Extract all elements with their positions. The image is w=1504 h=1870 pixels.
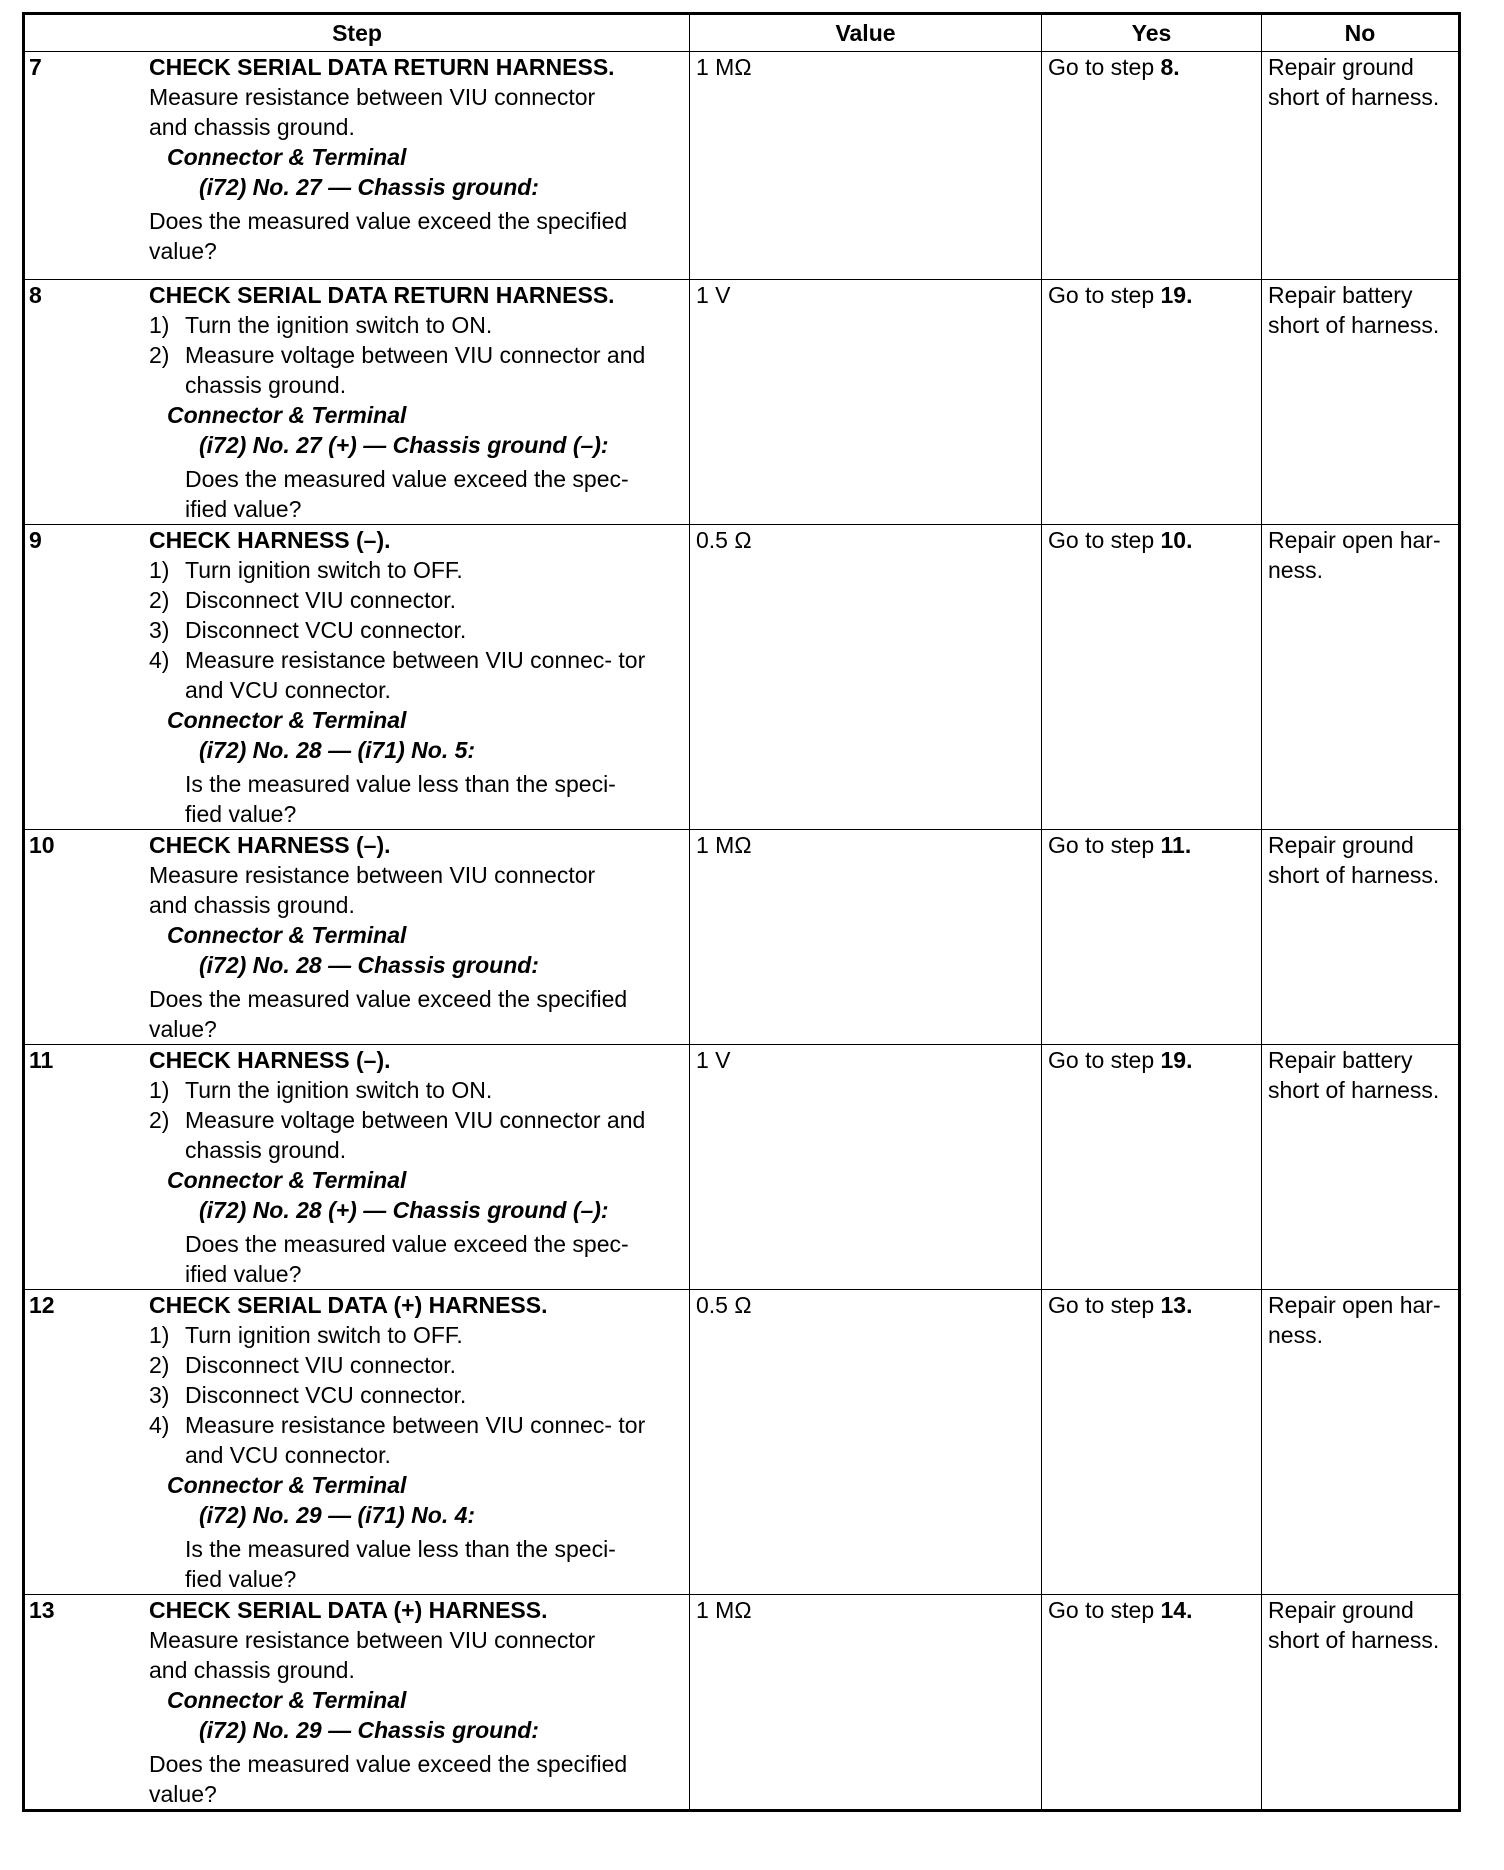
step-question [149,984,683,1044]
step-question [149,206,683,266]
procedure-step-text: Measure voltage between VIU connector and chassis ground. [185,342,646,398]
question-line: Is the measured value less than the speci- [185,771,616,797]
procedure-step [149,1380,683,1410]
step-title: CHECK SERIAL DATA (+) HARNESS. [149,1597,548,1623]
connector-terminal-label: Connector & Terminal [167,402,407,428]
procedure-step-text: Disconnect VCU connector. [185,1382,467,1408]
yes-prefix: Go to step [1048,1047,1161,1073]
step-number: 8 [29,282,42,308]
procedure-step-text: Measure resistance between VIU connec- tor and VCU connector. [185,1412,646,1468]
step-title: CHECK SERIAL DATA RETURN HARNESS. [149,54,615,80]
table-row [24,1045,1460,1290]
connector-terminal-value: (i72) No. 27 (+) — Chassis ground (–): [199,432,609,458]
question-line: value? [149,1781,217,1807]
question-line: Does the measured value exceed the spec- [185,1231,629,1257]
header-yes: Yes [1042,14,1262,52]
step-text-line: and chassis ground. [149,892,355,918]
procedure-step [149,1320,683,1350]
yes-step-ref: 13. [1160,1292,1193,1318]
yes-cell [1042,1290,1262,1595]
procedure-step [149,1105,683,1165]
yes-step-ref: 8. [1160,54,1180,80]
no-action-line: short of harness. [1268,1627,1440,1653]
diagnostic-table [22,12,1461,1812]
no-action-line: Repair battery [1268,282,1413,308]
yes-prefix: Go to step [1048,1292,1161,1318]
yes-step-ref: 11. [1160,832,1192,858]
yes-prefix: Go to step [1048,527,1161,553]
procedure-step-number: 3) [149,617,170,643]
procedure-step [149,645,683,705]
step-cell [24,830,690,1045]
step-question [149,1749,683,1809]
no-action-line: ness. [1268,557,1323,583]
step-number: 11 [29,1047,54,1073]
no-action-line: Repair battery [1268,1047,1413,1073]
step-cell [24,280,690,525]
connector-terminal-value: (i72) No. 27 — Chassis ground: [199,174,539,200]
yes-step-ref: 14. [1160,1597,1193,1623]
yes-step-ref: 19. [1160,1047,1193,1073]
step-text-line: and chassis ground. [149,1657,355,1683]
procedure-step-number: 2) [149,1352,170,1378]
table-body [24,52,1460,1811]
table-row [24,1290,1460,1595]
procedure-step [149,340,683,400]
spec-value: 1 V [696,1047,731,1073]
connector-terminal-value: (i72) No. 28 (+) — Chassis ground (–): [199,1197,609,1223]
no-cell [1262,830,1460,1045]
procedure-step-text: Turn the ignition switch to ON. [185,1077,493,1103]
value-cell [690,1595,1042,1811]
procedure-step [149,1350,683,1380]
procedure-step-text: Turn ignition switch to OFF. [185,557,463,583]
spec-value: 0.5 Ω [696,527,752,553]
question-line: value? [149,1016,217,1042]
no-cell [1262,1595,1460,1811]
procedure-step [149,615,683,645]
procedure-step-text: Disconnect VCU connector. [185,617,467,643]
no-action-line: short of harness. [1268,862,1440,888]
connector-terminal-label: Connector & Terminal [167,144,407,170]
header-step: Step [24,14,690,52]
table-row [24,1595,1460,1811]
procedure-step-text: Turn ignition switch to OFF. [185,1322,463,1348]
yes-cell [1042,1595,1262,1811]
question-line: Does the measured value exceed the specified [149,208,628,234]
no-action-line: ness. [1268,1322,1323,1348]
yes-prefix: Go to step [1048,832,1161,858]
step-number: 7 [29,54,42,80]
yes-cell [1042,280,1262,525]
no-cell [1262,525,1460,830]
step-number: 13 [29,1597,55,1623]
step-text-line: Measure resistance between VIU connector [149,84,596,110]
procedure-step [149,310,683,340]
no-action-line: short of harness. [1268,84,1440,110]
question-line: Is the measured value less than the speci- [185,1536,616,1562]
procedure-step [149,555,683,585]
step-cell [24,1045,690,1290]
yes-cell [1042,525,1262,830]
step-number: 9 [29,527,42,553]
step-number: 12 [29,1292,55,1318]
procedure-step-number: 2) [149,587,170,613]
procedure-step-text: Measure voltage between VIU connector and chassis ground. [185,1107,646,1163]
value-cell [690,525,1042,830]
value-cell [690,830,1042,1045]
no-cell [1262,1290,1460,1595]
spec-value: 1 MΩ [696,1597,752,1623]
yes-cell [1042,52,1262,280]
yes-cell [1042,830,1262,1045]
no-action-line: short of harness. [1268,312,1440,338]
connector-terminal-value: (i72) No. 29 — (i71) No. 4: [199,1502,476,1528]
procedure-step-number: 1) [149,1077,170,1103]
table-row [24,830,1460,1045]
step-number: 10 [29,832,55,858]
no-action-line: Repair ground [1268,1597,1414,1623]
step-title: CHECK SERIAL DATA (+) HARNESS. [149,1292,548,1318]
step-question [149,464,683,524]
connector-terminal-label: Connector & Terminal [167,1687,407,1713]
table-row [24,525,1460,830]
no-action-line: Repair ground [1268,54,1414,80]
step-text-line: Measure resistance between VIU connector [149,862,596,888]
procedure-step-number: 2) [149,342,170,368]
no-action-line: Repair open har- [1268,527,1441,553]
step-cell [24,1595,690,1811]
step-title: CHECK SERIAL DATA RETURN HARNESS. [149,282,615,308]
connector-terminal-value: (i72) No. 29 — Chassis ground: [199,1717,539,1743]
question-line: value? [149,238,217,264]
spec-value: 1 V [696,282,731,308]
value-cell [690,52,1042,280]
procedure-step-text: Measure resistance between VIU connec- tor and VCU connector. [185,647,646,703]
procedure-step-number: 2) [149,1107,170,1133]
procedure-step-number: 4) [149,647,170,673]
procedure-step [149,585,683,615]
yes-step-ref: 19. [1160,282,1193,308]
no-cell [1262,280,1460,525]
step-question [149,769,683,829]
no-action-line: Repair open har- [1268,1292,1441,1318]
step-text-line: Measure resistance between VIU connector [149,1627,596,1653]
no-action-line: Repair ground [1268,832,1414,858]
procedure-step-number: 3) [149,1382,170,1408]
step-question [149,1534,683,1594]
question-line: ified value? [185,1261,302,1287]
connector-terminal-label: Connector & Terminal [167,1472,407,1498]
question-line: fied value? [185,801,297,827]
step-title: CHECK HARNESS (–). [149,527,391,553]
procedure-step-number: 4) [149,1412,170,1438]
step-title: CHECK HARNESS (–). [149,832,391,858]
no-action-line: short of harness. [1268,1077,1440,1103]
table-row [24,52,1460,280]
procedure-step-number: 1) [149,1322,170,1348]
procedure-step-text: Disconnect VIU connector. [185,587,457,613]
connector-terminal-label: Connector & Terminal [167,707,407,733]
connector-terminal-value: (i72) No. 28 — (i71) No. 5: [199,737,476,763]
spec-value: 1 MΩ [696,54,752,80]
value-cell [690,1290,1042,1595]
connector-terminal-label: Connector & Terminal [167,922,407,948]
procedure-step [149,1410,683,1470]
question-line: Does the measured value exceed the specified [149,986,628,1012]
step-cell [24,52,690,280]
step-cell [24,525,690,830]
header-value: Value [690,14,1042,52]
value-cell [690,1045,1042,1290]
question-line: ified value? [185,496,302,522]
procedure-step-number: 1) [149,557,170,583]
step-cell [24,1290,690,1595]
yes-prefix: Go to step [1048,1597,1161,1623]
procedure-step [149,1075,683,1105]
question-line: Does the measured value exceed the specified [149,1751,628,1777]
header-no: No [1262,14,1460,52]
yes-prefix: Go to step [1048,282,1161,308]
spec-value: 1 MΩ [696,832,752,858]
connector-terminal-label: Connector & Terminal [167,1167,407,1193]
step-title: CHECK HARNESS (–). [149,1047,391,1073]
table-row [24,280,1460,525]
procedure-step-text: Disconnect VIU connector. [185,1352,457,1378]
procedure-step-number: 1) [149,312,170,338]
yes-prefix: Go to step [1048,54,1161,80]
yes-step-ref: 10. [1160,527,1193,553]
spec-value: 0.5 Ω [696,1292,752,1318]
step-question [149,1229,683,1289]
value-cell [690,280,1042,525]
step-text-line: and chassis ground. [149,114,355,140]
question-line: fied value? [185,1566,297,1592]
procedure-step-text: Turn the ignition switch to ON. [185,312,493,338]
question-line: Does the measured value exceed the spec- [185,466,629,492]
header-row [24,14,1460,52]
no-cell [1262,1045,1460,1290]
connector-terminal-value: (i72) No. 28 — Chassis ground: [199,952,539,978]
yes-cell [1042,1045,1262,1290]
no-cell [1262,52,1460,280]
